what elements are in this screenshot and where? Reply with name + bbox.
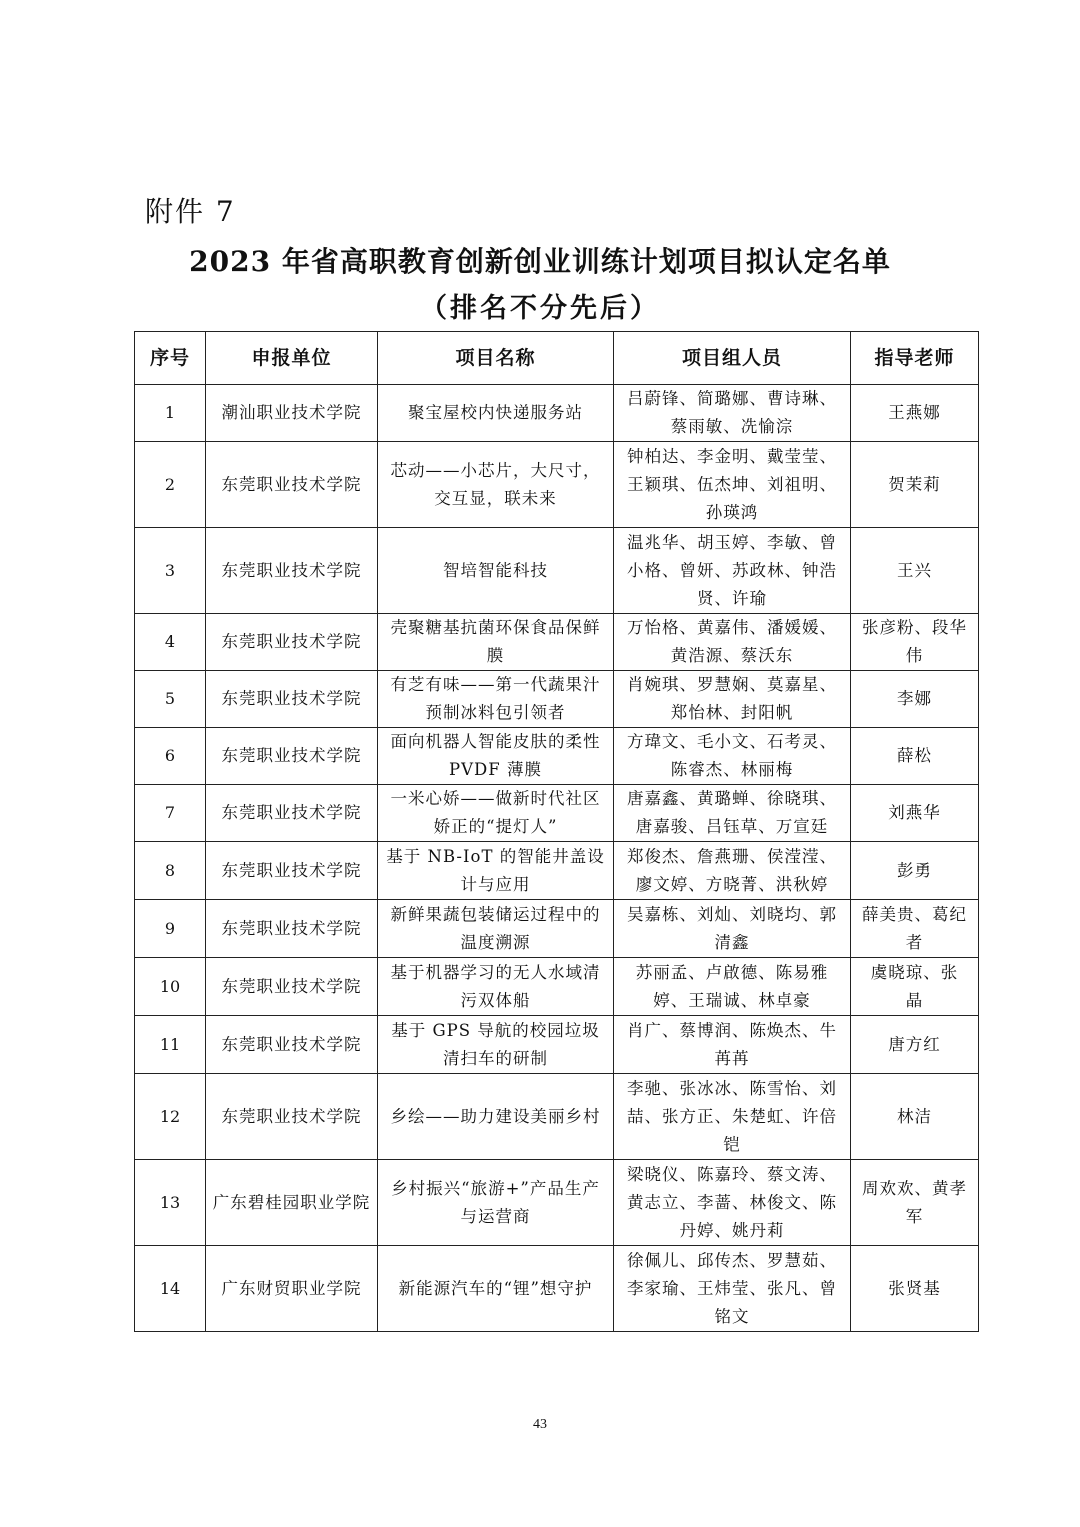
cell-members: 吴嘉栋、刘灿、刘晓均、郭清鑫 xyxy=(614,900,851,958)
cell-advisor: 张彦粉、段华伟 xyxy=(851,614,979,671)
cell-unit: 东莞职业技术学院 xyxy=(206,785,378,842)
cell-members: 温兆华、胡玉婷、李敏、曾小格、曾妍、苏政林、钟浩贤、许瑜 xyxy=(614,528,851,614)
cell-members: 苏丽孟、卢啟德、陈易雅婷、王瑞诚、林卓豪 xyxy=(614,958,851,1016)
cell-members: 唐嘉鑫、黄璐蝉、徐晓琪、唐嘉骏、吕钰草、万宣廷 xyxy=(614,785,851,842)
table-body xyxy=(135,385,979,1332)
cell-no: 14 xyxy=(135,1246,206,1332)
cell-no: 7 xyxy=(135,785,206,842)
cell-project: 芯动——小芯片，大尺寸，交互显，联未来 xyxy=(378,442,614,528)
table-row xyxy=(135,842,979,900)
document-subtitle: （排名不分先后） xyxy=(420,293,660,324)
cell-advisor: 刘燕华 xyxy=(851,785,979,842)
table-row xyxy=(135,1016,979,1074)
cell-no: 1 xyxy=(135,385,206,442)
cell-unit: 东莞职业技术学院 xyxy=(206,842,378,900)
cell-advisor: 薛松 xyxy=(851,728,979,785)
cell-members: 钟柏达、李金明、戴莹莹、王颖琪、伍杰坤、刘祖明、孙瑛鸿 xyxy=(614,442,851,528)
cell-members: 吕蔚锋、简璐娜、曹诗琳、蔡雨敏、冼愉淙 xyxy=(614,385,851,442)
cell-advisor: 王兴 xyxy=(851,528,979,614)
table-row xyxy=(135,728,979,785)
cell-members: 万怡格、黄嘉伟、潘媛媛、黄浩源、蔡沃东 xyxy=(614,614,851,671)
cell-unit: 东莞职业技术学院 xyxy=(206,442,378,528)
cell-no: 12 xyxy=(135,1074,206,1160)
cell-no: 3 xyxy=(135,528,206,614)
cell-members: 肖广、蔡博润、陈焕杰、牛苒苒 xyxy=(614,1016,851,1074)
project-table xyxy=(134,331,979,1332)
cell-project: 有芝有味——第一代蔬果汁预制冰料包引领者 xyxy=(378,671,614,728)
table-row xyxy=(135,1160,979,1246)
cell-unit: 东莞职业技术学院 xyxy=(206,1074,378,1160)
cell-advisor: 薛美贵、葛纪者 xyxy=(851,900,979,958)
cell-project: 智培智能科技 xyxy=(378,528,614,614)
cell-advisor: 虞晓琼、张 晶 xyxy=(851,958,979,1016)
cell-unit: 东莞职业技术学院 xyxy=(206,614,378,671)
cell-project: 乡村振兴“旅游+”产品生产与运营商 xyxy=(378,1160,614,1246)
cell-members: 郑俊杰、詹燕珊、侯滢滢、廖文婷、方晓菁、洪秋婷 xyxy=(614,842,851,900)
table-row xyxy=(135,614,979,671)
header-members: 项目组人员 xyxy=(614,332,851,385)
cell-project: 基于 NB-IoT 的智能井盖设计与应用 xyxy=(378,842,614,900)
cell-advisor: 周欢欢、黄孝军 xyxy=(851,1160,979,1246)
cell-unit: 东莞职业技术学院 xyxy=(206,958,378,1016)
cell-project: 新鲜果蔬包装储运过程中的温度溯源 xyxy=(378,900,614,958)
cell-project: 基于机器学习的无人水域清污双体船 xyxy=(378,958,614,1016)
cell-project: 新能源汽车的“锂”想守护 xyxy=(378,1246,614,1332)
cell-advisor: 唐方红 xyxy=(851,1016,979,1074)
header-project: 项目名称 xyxy=(378,332,614,385)
document-title: 2023 年省高职教育创新创业训练计划项目拟认定名单 xyxy=(189,245,891,278)
cell-advisor: 李娜 xyxy=(851,671,979,728)
table-row xyxy=(135,442,979,528)
cell-advisor: 王燕娜 xyxy=(851,385,979,442)
cell-project: 一米心娇——做新时代社区娇正的“提灯人” xyxy=(378,785,614,842)
cell-members: 肖婉琪、罗慧娴、莫嘉星、郑怡林、封阳帆 xyxy=(614,671,851,728)
cell-no: 13 xyxy=(135,1160,206,1246)
table-row xyxy=(135,785,979,842)
cell-project: 基于 GPS 导航的校园垃圾清扫车的研制 xyxy=(378,1016,614,1074)
cell-advisor: 贺茉莉 xyxy=(851,442,979,528)
cell-unit: 东莞职业技术学院 xyxy=(206,900,378,958)
cell-no: 9 xyxy=(135,900,206,958)
cell-project: 聚宝屋校内快递服务站 xyxy=(378,385,614,442)
cell-members: 徐佩儿、邱传杰、罗慧茹、李家瑜、王炜莹、张凡、曾铭文 xyxy=(614,1246,851,1332)
cell-project: 面向机器人智能皮肤的柔性 PVDF 薄膜 xyxy=(378,728,614,785)
table-row xyxy=(135,385,979,442)
header-no: 序号 xyxy=(135,332,206,385)
cell-no: 11 xyxy=(135,1016,206,1074)
table-row xyxy=(135,1074,979,1160)
table-row xyxy=(135,900,979,958)
cell-no: 5 xyxy=(135,671,206,728)
table-row xyxy=(135,1246,979,1332)
cell-unit: 东莞职业技术学院 xyxy=(206,528,378,614)
cell-unit: 广东财贸职业学院 xyxy=(206,1246,378,1332)
cell-unit: 东莞职业技术学院 xyxy=(206,671,378,728)
page-number: 43 xyxy=(533,1417,547,1432)
attachment-label: 附件 7 xyxy=(145,195,236,228)
cell-unit: 东莞职业技术学院 xyxy=(206,728,378,785)
table-row xyxy=(135,958,979,1016)
cell-no: 8 xyxy=(135,842,206,900)
cell-project: 乡绘——助力建设美丽乡村 xyxy=(378,1074,614,1160)
cell-unit: 广东碧桂园职业学院 xyxy=(206,1160,378,1246)
table-row xyxy=(135,528,979,614)
cell-no: 4 xyxy=(135,614,206,671)
cell-no: 2 xyxy=(135,442,206,528)
cell-advisor: 张贤基 xyxy=(851,1246,979,1332)
cell-advisor: 林洁 xyxy=(851,1074,979,1160)
cell-project: 壳聚糖基抗菌环保食品保鲜膜 xyxy=(378,614,614,671)
table-header-row xyxy=(135,332,979,385)
cell-members: 李驰、张冰冰、陈雪怡、刘喆、张方正、朱楚虹、许倍铠 xyxy=(614,1074,851,1160)
cell-unit: 潮汕职业技术学院 xyxy=(206,385,378,442)
cell-members: 方瑋文、毛小文、石考灵、陈睿杰、林丽梅 xyxy=(614,728,851,785)
cell-no: 10 xyxy=(135,958,206,1016)
cell-advisor: 彭勇 xyxy=(851,842,979,900)
cell-unit: 东莞职业技术学院 xyxy=(206,1016,378,1074)
header-advisor: 指导老师 xyxy=(851,332,979,385)
cell-members: 梁晓仪、陈嘉玲、蔡文涛、黄志立、李蔷、林俊文、陈丹婷、姚丹莉 xyxy=(614,1160,851,1246)
cell-no: 6 xyxy=(135,728,206,785)
table-row xyxy=(135,671,979,728)
header-unit: 申报单位 xyxy=(206,332,378,385)
